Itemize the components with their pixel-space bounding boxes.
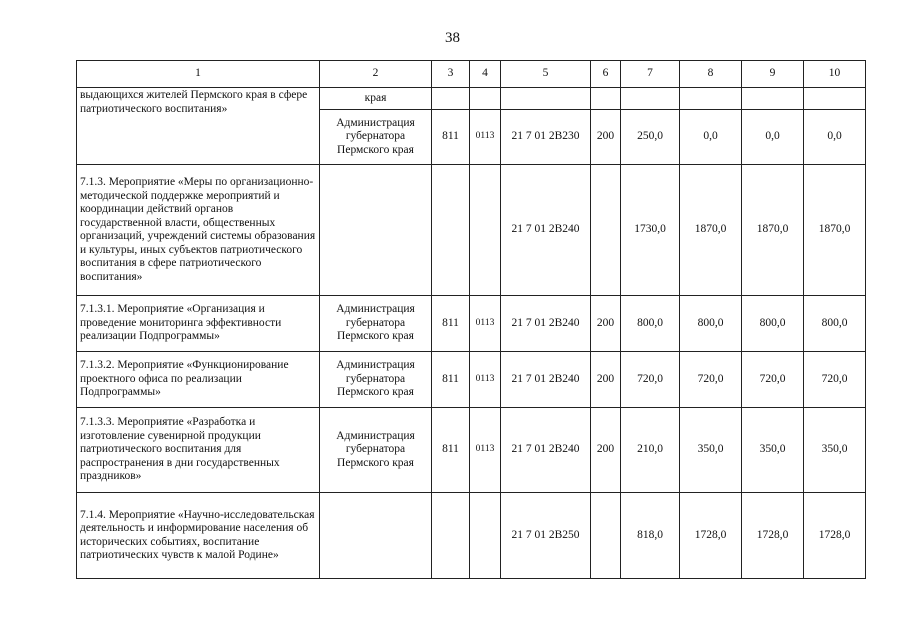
ministry-code-cell: [432, 493, 470, 579]
amount-cell: 720,0: [680, 352, 742, 408]
amount-cell: 1728,0: [804, 493, 866, 579]
table-row: [77, 493, 866, 579]
table-row: [77, 296, 866, 352]
responsible-cell: [320, 493, 432, 579]
responsible-cell: края: [320, 88, 432, 110]
section-code-cell: 0113: [470, 352, 501, 408]
section-code-cell: 0113: [470, 296, 501, 352]
table-row: [77, 408, 866, 493]
ministry-code-cell: 811: [432, 352, 470, 408]
amount-cell: 1730,0: [621, 165, 680, 296]
amount-cell: 250,0: [621, 110, 680, 165]
budget-table: [76, 60, 866, 579]
amount-cell: 1870,0: [742, 165, 804, 296]
column-header-7: 7: [621, 61, 680, 88]
ministry-code-cell: [432, 165, 470, 296]
empty-cell: [470, 88, 501, 110]
column-header-1: 1: [77, 61, 320, 88]
expense-type-cell: [591, 165, 621, 296]
amount-cell: 818,0: [621, 493, 680, 579]
target-article-cell: 21 7 01 2В240: [501, 352, 591, 408]
responsible-cell: [320, 165, 432, 296]
table-row: [77, 165, 866, 296]
section-code-cell: [470, 165, 501, 296]
amount-cell: 350,0: [804, 408, 866, 493]
activity-name-cell: выдающихся жителей Пермского края в сфере патриотического воспитания»: [77, 88, 320, 165]
target-article-cell: 21 7 01 2В240: [501, 165, 591, 296]
section-code-cell: [470, 493, 501, 579]
ministry-code-cell: 811: [432, 296, 470, 352]
activity-name-cell: 7.1.3. Мероприятие «Меры по организационно-методической поддержке мероприятий и координации действий органов государственной власти, общественных организаций, учреждений системы образования и культуры, иных субъектов патриотического воспитания в сфере патриотического воспитания»: [77, 165, 320, 296]
expense-type-cell: 200: [591, 352, 621, 408]
responsible-cell: Администрация губернатора Пермского края: [320, 352, 432, 408]
amount-cell: 720,0: [742, 352, 804, 408]
target-article-cell: 21 7 01 2В250: [501, 493, 591, 579]
amount-cell: 720,0: [621, 352, 680, 408]
empty-cell: [742, 88, 804, 110]
expense-type-cell: [591, 493, 621, 579]
amount-cell: 0,0: [742, 110, 804, 165]
target-article-cell: 21 7 01 2В230: [501, 110, 591, 165]
table-row: [77, 88, 866, 110]
page-number: 38: [445, 30, 460, 46]
empty-cell: [501, 88, 591, 110]
activity-name-cell: 7.1.4. Мероприятие «Научно-исследовательская деятельность и информирование населения об исторических событиях, воспитание патриотических чувств к малой Родине»: [77, 493, 320, 579]
amount-cell: 800,0: [804, 296, 866, 352]
ministry-code-cell: 811: [432, 110, 470, 165]
empty-cell: [432, 88, 470, 110]
responsible-cell: Администрация губернатора Пермского края: [320, 110, 432, 165]
amount-cell: 0,0: [680, 110, 742, 165]
responsible-cell: Администрация губернатора Пермского края: [320, 296, 432, 352]
column-header-6: 6: [591, 61, 621, 88]
expense-type-cell: 200: [591, 110, 621, 165]
amount-cell: 800,0: [621, 296, 680, 352]
activity-name-cell: 7.1.3.2. Мероприятие «Функционирование проектного офиса по реализации Подпрограммы»: [77, 352, 320, 408]
empty-cell: [591, 88, 621, 110]
responsible-cell: Администрация губернатора Пермского края: [320, 408, 432, 493]
target-article-cell: 21 7 01 2В240: [501, 296, 591, 352]
amount-cell: 1728,0: [742, 493, 804, 579]
column-header-3: 3: [432, 61, 470, 88]
header-row: [77, 61, 866, 88]
amount-cell: 350,0: [680, 408, 742, 493]
column-header-5: 5: [501, 61, 591, 88]
activity-name-cell: 7.1.3.1. Мероприятие «Организация и проведение мониторинга эффективности реализации Подпрограммы»: [77, 296, 320, 352]
amount-cell: 350,0: [742, 408, 804, 493]
expense-type-cell: 200: [591, 296, 621, 352]
amount-cell: 1728,0: [680, 493, 742, 579]
section-code-cell: 0113: [470, 110, 501, 165]
expense-type-cell: 200: [591, 408, 621, 493]
amount-cell: 1870,0: [680, 165, 742, 296]
amount-cell: 800,0: [680, 296, 742, 352]
column-header-2: 2: [320, 61, 432, 88]
column-header-4: 4: [470, 61, 501, 88]
section-code-cell: 0113: [470, 408, 501, 493]
amount-cell: 210,0: [621, 408, 680, 493]
amount-cell: 800,0: [742, 296, 804, 352]
column-header-8: 8: [680, 61, 742, 88]
empty-cell: [680, 88, 742, 110]
target-article-cell: 21 7 01 2В240: [501, 408, 591, 493]
empty-cell: [804, 88, 866, 110]
amount-cell: 1870,0: [804, 165, 866, 296]
activity-name-cell: 7.1.3.3. Мероприятие «Разработка и изготовление сувенирной продукции патриотического воспитания для распространения в дни государственных праздников»: [77, 408, 320, 493]
ministry-code-cell: 811: [432, 408, 470, 493]
column-header-10: 10: [804, 61, 866, 88]
table-row: [77, 352, 866, 408]
empty-cell: [621, 88, 680, 110]
column-header-9: 9: [742, 61, 804, 88]
amount-cell: 720,0: [804, 352, 866, 408]
amount-cell: 0,0: [804, 110, 866, 165]
